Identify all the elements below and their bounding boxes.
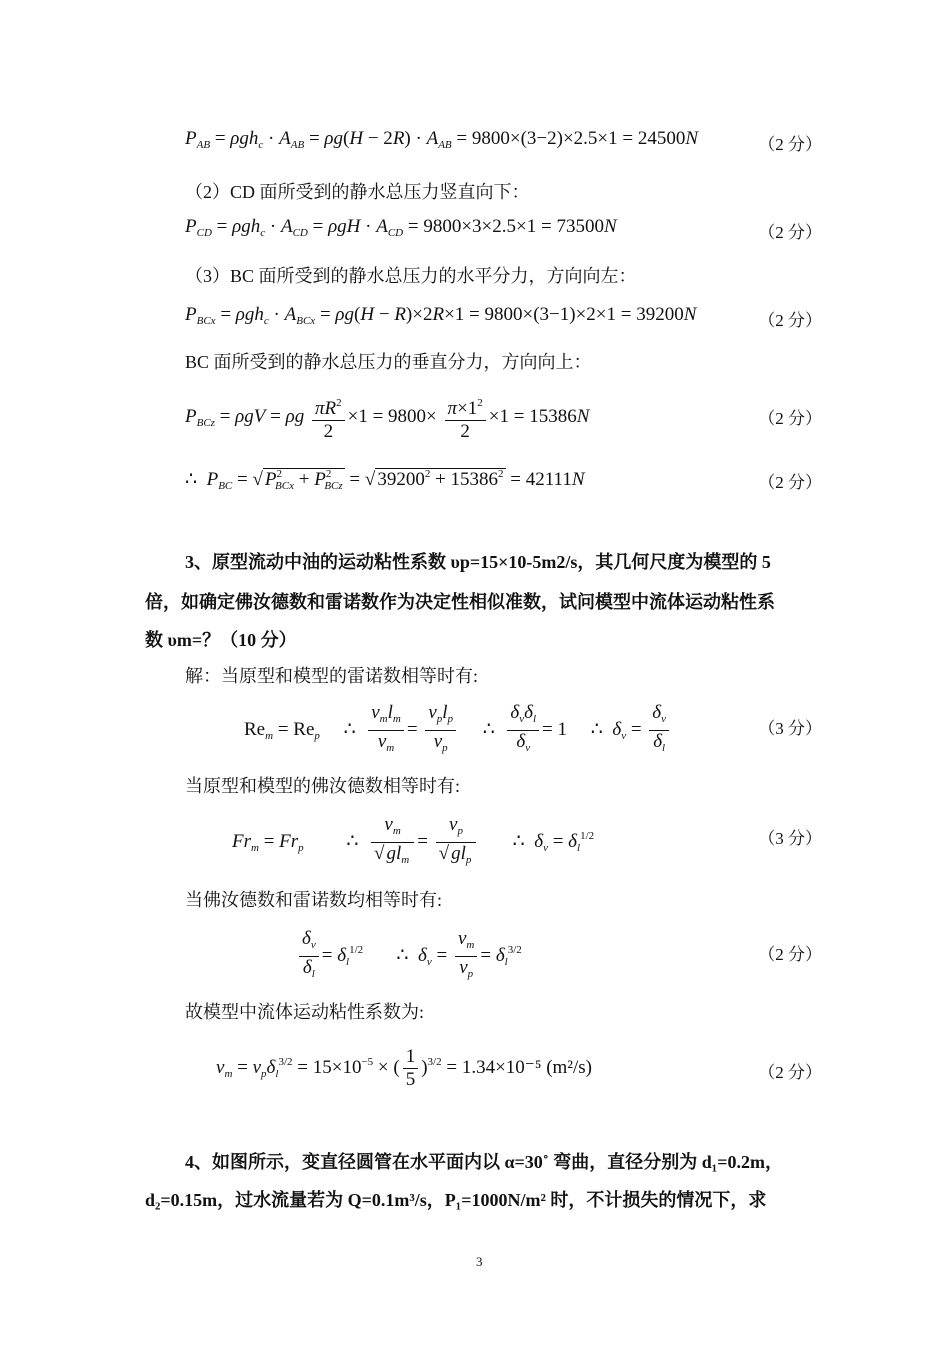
q3-line2: 倍，如确定佛汝德数和雷诺数作为决定性相似准数，试问模型中流体运动粘性系	[145, 592, 775, 612]
score-result: （2 分）	[758, 1063, 822, 1082]
q3-line3: 数 υm=？（10 分）	[145, 630, 297, 650]
equation-pcd: $P_{CD} = \rho gh_c \cdot A_{CD} = \rho gH \cdot A_{CD} = 9800\times 3\times 2.5\times 1 = 73500N$	[185, 216, 617, 239]
text-cd: （2）CD 面所受到的静水总压力竖直向下：	[185, 182, 530, 202]
q4-line2: d₂=0.15m，过水流量若为 Q=0.1m³/s，P₁=1000N/m² 时，不计损失的情况下，求	[145, 1190, 767, 1210]
score-froude: （3 分）	[758, 829, 822, 848]
score-reynolds: （3 分）	[758, 719, 822, 738]
score-pbc: （2 分）	[758, 473, 822, 492]
page-number: 3	[476, 1254, 483, 1269]
text-bc: （3）BC 面所受到的静水总压力的水平分力，方向向左：	[185, 266, 637, 286]
q3-line1: 3、原型流动中油的运动粘性系数 υp=15×10-5m2/s，其几何尺度为模型的 5	[185, 552, 771, 572]
score-pcd: （2 分）	[758, 223, 822, 242]
text-froude: 当原型和模型的佛汝德数相等时有:	[185, 776, 460, 796]
equation-both: $\frac{\delta_v}{\delta_l}$ = $\delta_l^{1/2}$ ∴ $\delta_\nu$ = $\frac{\nu_m}{\nu_p}$ = $\delta_l^{3/2}$	[296, 928, 522, 985]
equation-froude: $Fr_m = Fr_p$ ∴ $\frac{v_m}{√ gl_m}$ = $\frac{v_p}{√ gl_p}$ ∴ $\delta_v = \delta_l^{1/2}$	[232, 814, 595, 866]
text-result: 故模型中流体运动粘性系数为:	[185, 1002, 424, 1022]
text-both: 当佛汝德数和雷诺数均相等时有:	[185, 890, 442, 910]
score-pbcx: （2 分）	[758, 311, 822, 330]
equation-pab: $P_{AB} = \rho gh_c \cdot A_{AB} = \rho g(H - 2R) \cdot A_{AB} = 9800\times(3-2)\times 2.5\times 1 = 24500N$	[185, 128, 699, 151]
q4-line1: 4、如图所示，变直径圆管在水平面内以 α=30˚ 弯曲，直径分别为 d₁=0.2m，	[185, 1152, 783, 1172]
result-value: 1.34×10⁻⁵ (m²/s)	[461, 1056, 592, 1078]
text-bc-vertical: BC 面所受到的静水总压力的垂直分力，方向向上：	[185, 352, 592, 372]
equation-reynolds: $Re_m = Re_p$ ∴ $\frac{v_ml_m}{\nu_m}$ = $\frac{v_pl_p}{\nu_p}$ ∴ $\frac{\delta_v\delta_l}{\delta_\nu}$ = 1 ∴ $\delta_\nu$ = $\frac{\delta_v}{\delta_l}$	[244, 702, 672, 759]
score-pab: （2 分）	[758, 135, 822, 154]
score-both: （2 分）	[758, 945, 822, 964]
equation-result: $\nu_m = \nu_p\delta_l^{3/2} = 15\times 10^{-5}$ × ( $\frac{1}{5}$ )$^{3/2}$ = 1.34×10⁻⁵ (m²/s)	[216, 1046, 592, 1090]
score-pbcz: （2 分）	[758, 409, 822, 428]
equation-pbcz: $P_{BCz} = \rho gV = \rho g$ $\frac{\pi R^2}{2}$ ×1 = 9800× $\frac{\pi\times 1^2}{2}$ ×1 = 15386N	[185, 392, 589, 443]
equation-pbc: ∴ $P_{BC}$ = √ $P^2_{BCx} + P^2_{BCz}$ = √ $39200^2 + 15386^2 = 42111N$	[185, 468, 585, 492]
equation-pbcx: $P_{BCx} = \rho gh_c \cdot A_{BCx} = \rho g(H - R)\times 2R\times 1 = 9800\times(3-1)\times 2\times 1 = 39200N$	[185, 304, 697, 327]
q3-solution-intro: 解：当原型和模型的雷诺数相等时有:	[185, 666, 478, 686]
